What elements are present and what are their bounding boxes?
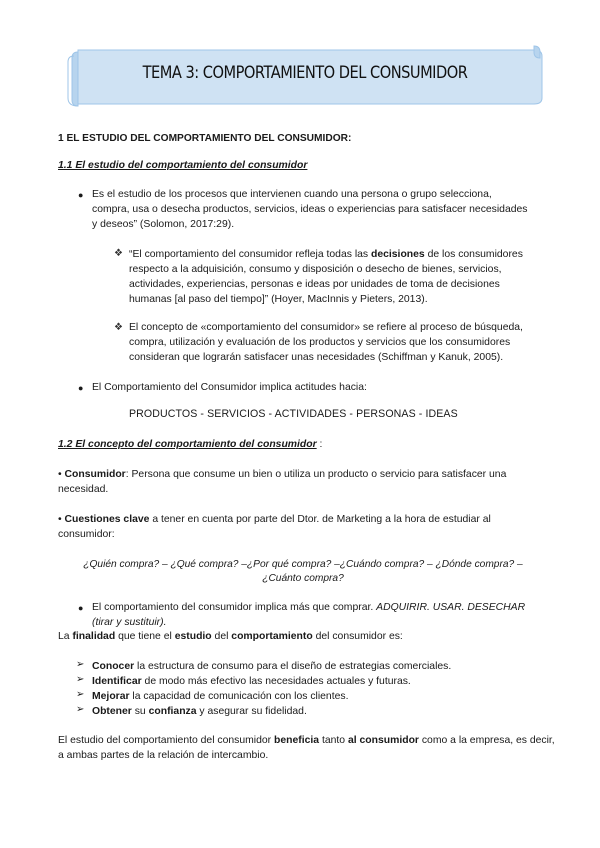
- goal-item: Conocer la estructura de consumo para el diseño de estrategias comerciales.: [92, 661, 452, 672]
- section-heading: 1 EL ESTUDIO DEL COMPORTAMIENTO DEL CONSUMIDOR:: [58, 133, 352, 144]
- finality-paragraph: La finalidad que tiene el estudio del comportamiento del consumidor es:: [58, 631, 403, 642]
- goal-item: Obtener su confianza y asegurar su fidelidad.: [92, 706, 307, 717]
- bullet-icon: ●: [78, 383, 84, 393]
- subsection-heading: 1.1 El estudio del comportamiento del consumidor: [58, 160, 308, 171]
- consumer-definition: • Consumidor: Persona que consume un bien o utiliza un producto o servicio para satisfacer una necesidad.: [58, 469, 507, 495]
- questions-line-1: ¿Quién compra? – ¿Qué compra? –¿Por qué compra? –¿Cuándo compra? – ¿Dónde compra? –: [83, 559, 523, 570]
- arrow-bullet-icon: ➢: [76, 689, 85, 700]
- subsection-heading-2: 1.2 El concepto del comportamiento del consumidor :: [58, 439, 323, 450]
- goal-item: Mejorar la capacidad de comunicación con los clientes.: [92, 691, 349, 702]
- arrow-bullet-icon: ➢: [76, 704, 85, 715]
- definition-paragraph: Es el estudio de los procesos que intervienen cuando una persona o grupo selecciona, compra, usa o desecha productos, servicios, ideas o experiencias para satisfacer necesidades y deseos” (Solomon, 2017:29).: [92, 189, 528, 230]
- quote-paragraph-1: “El comportamiento del consumidor refleja todas las decisiones de los consumidores respecto a la adquisición, consumo y disposición o desecho de bienes, servicios, actividades, experiencias, personas e ideas por unidades de toma de decisiones humanas [al paso del tiempo]” (Hoyer, MacInnis y Pieters, 2013).: [129, 249, 523, 305]
- closing-paragraph: El estudio del comportamiento del consumidor beneficia tanto al consumidor como a la empresa, es decir, a ambas partes de la relación de intercambio.: [58, 735, 555, 761]
- quote-paragraph-2: El concepto de «comportamiento del consumidor» se refiere al proceso de búsqueda, compra, utilización y evaluación de los productos y servicios que los consumidores consideran que lograrán satisfacer unas necesidades (Schiffman y Kanuk, 2005).: [129, 322, 523, 363]
- title-banner: [64, 44, 546, 110]
- key-questions-paragraph: • Cuestiones clave a tener en cuenta por parte del Dtor. de Marketing a la hora de estudiar al consumidor:: [58, 514, 491, 540]
- arrow-bullet-icon: ➢: [76, 659, 85, 670]
- page-title: TEMA 3: COMPORTAMIENTO DEL CONSUMIDOR: [142, 63, 468, 83]
- questions-line-2: ¿Cuánto compra?: [262, 573, 344, 584]
- goal-item: Identificar de modo más efectivo las necesidades actuales y futuras.: [92, 676, 411, 687]
- beyond-buying-paragraph: El comportamiento del consumidor implica más que comprar. ADQUIRIR. USAR. DESECHAR (tirar y sustituir).: [92, 602, 526, 628]
- bullet-icon: ●: [78, 603, 84, 613]
- arrow-bullet-icon: ➢: [76, 674, 85, 685]
- categories-line: PRODUCTOS - SERVICIOS - ACTIVIDADES - PERSONAS - IDEAS: [129, 408, 458, 420]
- diamond-bullet-icon: ❖: [114, 322, 123, 333]
- attitudes-paragraph: El Comportamiento del Consumidor implica actitudes hacia:: [92, 382, 367, 393]
- diamond-bullet-icon: ❖: [114, 248, 123, 259]
- bullet-icon: ●: [78, 190, 84, 200]
